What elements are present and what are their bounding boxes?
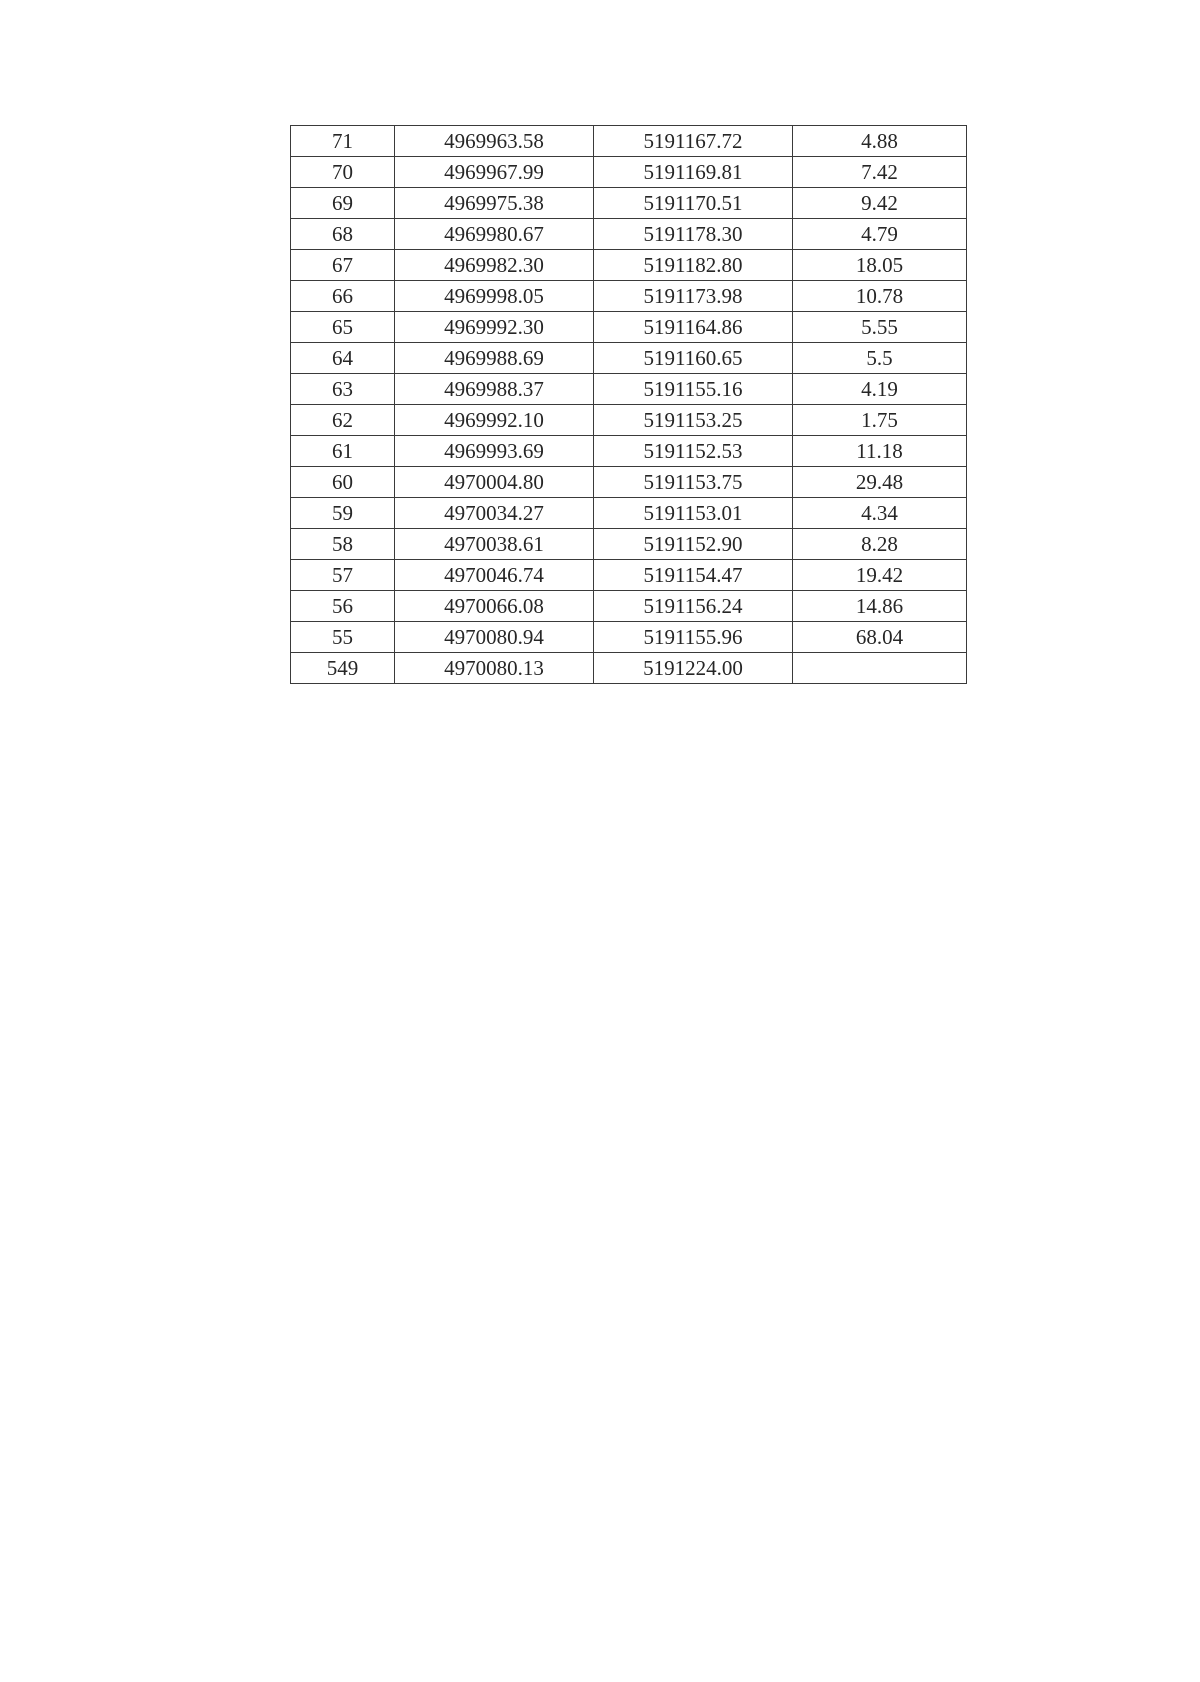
point-number-cell: 71 xyxy=(291,126,395,157)
y-coordinate-cell: 5191153.25 xyxy=(594,405,793,436)
point-number-cell: 59 xyxy=(291,498,395,529)
table-row xyxy=(291,622,967,653)
point-number-cell: 66 xyxy=(291,281,395,312)
x-coordinate-cell: 4969982.30 xyxy=(395,250,594,281)
point-number-cell: 70 xyxy=(291,157,395,188)
y-coordinate-cell: 5191167.72 xyxy=(594,126,793,157)
table-row xyxy=(291,498,967,529)
y-coordinate-cell: 5191153.75 xyxy=(594,467,793,498)
point-number-cell: 61 xyxy=(291,436,395,467)
point-number-cell: 57 xyxy=(291,560,395,591)
coordinates-table xyxy=(290,125,967,684)
x-coordinate-cell: 4969988.37 xyxy=(395,374,594,405)
y-coordinate-cell: 5191156.24 xyxy=(594,591,793,622)
point-number-cell: 58 xyxy=(291,529,395,560)
x-coordinate-cell: 4970066.08 xyxy=(395,591,594,622)
table-row xyxy=(291,436,967,467)
point-number-cell: 67 xyxy=(291,250,395,281)
distance-cell: 18.05 xyxy=(793,250,967,281)
y-coordinate-cell: 5191153.01 xyxy=(594,498,793,529)
distance-cell: 1.75 xyxy=(793,405,967,436)
point-number-cell: 60 xyxy=(291,467,395,498)
point-number-cell: 549 xyxy=(291,653,395,684)
table-row xyxy=(291,188,967,219)
table-row xyxy=(291,405,967,436)
table-row xyxy=(291,250,967,281)
y-coordinate-cell: 5191178.30 xyxy=(594,219,793,250)
point-number-cell: 68 xyxy=(291,219,395,250)
distance-cell: 4.34 xyxy=(793,498,967,529)
distance-cell: 68.04 xyxy=(793,622,967,653)
y-coordinate-cell: 5191152.90 xyxy=(594,529,793,560)
distance-cell: 19.42 xyxy=(793,560,967,591)
x-coordinate-cell: 4969967.99 xyxy=(395,157,594,188)
point-number-cell: 62 xyxy=(291,405,395,436)
point-number-cell: 63 xyxy=(291,374,395,405)
x-coordinate-cell: 4969993.69 xyxy=(395,436,594,467)
table-row xyxy=(291,591,967,622)
point-number-cell: 65 xyxy=(291,312,395,343)
table-row xyxy=(291,653,967,684)
x-coordinate-cell: 4969998.05 xyxy=(395,281,594,312)
table-row xyxy=(291,560,967,591)
x-coordinate-cell: 4970080.94 xyxy=(395,622,594,653)
x-coordinate-cell: 4969988.69 xyxy=(395,343,594,374)
x-coordinate-cell: 4970046.74 xyxy=(395,560,594,591)
y-coordinate-cell: 5191155.96 xyxy=(594,622,793,653)
x-coordinate-cell: 4969975.38 xyxy=(395,188,594,219)
table-row xyxy=(291,157,967,188)
point-number-cell: 64 xyxy=(291,343,395,374)
table-row xyxy=(291,126,967,157)
y-coordinate-cell: 5191164.86 xyxy=(594,312,793,343)
table-row xyxy=(291,219,967,250)
distance-cell: 5.55 xyxy=(793,312,967,343)
table-row xyxy=(291,343,967,374)
x-coordinate-cell: 4969992.10 xyxy=(395,405,594,436)
x-coordinate-cell: 4970004.80 xyxy=(395,467,594,498)
x-coordinate-cell: 4969980.67 xyxy=(395,219,594,250)
table-row xyxy=(291,529,967,560)
y-coordinate-cell: 5191170.51 xyxy=(594,188,793,219)
x-coordinate-cell: 4969992.30 xyxy=(395,312,594,343)
y-coordinate-cell: 5191152.53 xyxy=(594,436,793,467)
distance-cell: 29.48 xyxy=(793,467,967,498)
x-coordinate-cell: 4969963.58 xyxy=(395,126,594,157)
table-row xyxy=(291,467,967,498)
y-coordinate-cell: 5191224.00 xyxy=(594,653,793,684)
distance-cell: 4.79 xyxy=(793,219,967,250)
y-coordinate-cell: 5191173.98 xyxy=(594,281,793,312)
distance-cell: 8.28 xyxy=(793,529,967,560)
y-coordinate-cell: 5191155.16 xyxy=(594,374,793,405)
distance-cell: 9.42 xyxy=(793,188,967,219)
x-coordinate-cell: 4970038.61 xyxy=(395,529,594,560)
distance-cell: 10.78 xyxy=(793,281,967,312)
y-coordinate-cell: 5191182.80 xyxy=(594,250,793,281)
distance-cell: 11.18 xyxy=(793,436,967,467)
point-number-cell: 55 xyxy=(291,622,395,653)
y-coordinate-cell: 5191160.65 xyxy=(594,343,793,374)
table-row xyxy=(291,281,967,312)
distance-cell: 4.88 xyxy=(793,126,967,157)
distance-cell xyxy=(793,653,967,684)
y-coordinate-cell: 5191154.47 xyxy=(594,560,793,591)
distance-cell: 5.5 xyxy=(793,343,967,374)
distance-cell: 14.86 xyxy=(793,591,967,622)
y-coordinate-cell: 5191169.81 xyxy=(594,157,793,188)
distance-cell: 7.42 xyxy=(793,157,967,188)
point-number-cell: 56 xyxy=(291,591,395,622)
table-row xyxy=(291,374,967,405)
x-coordinate-cell: 4970034.27 xyxy=(395,498,594,529)
x-coordinate-cell: 4970080.13 xyxy=(395,653,594,684)
table-row xyxy=(291,312,967,343)
point-number-cell: 69 xyxy=(291,188,395,219)
distance-cell: 4.19 xyxy=(793,374,967,405)
